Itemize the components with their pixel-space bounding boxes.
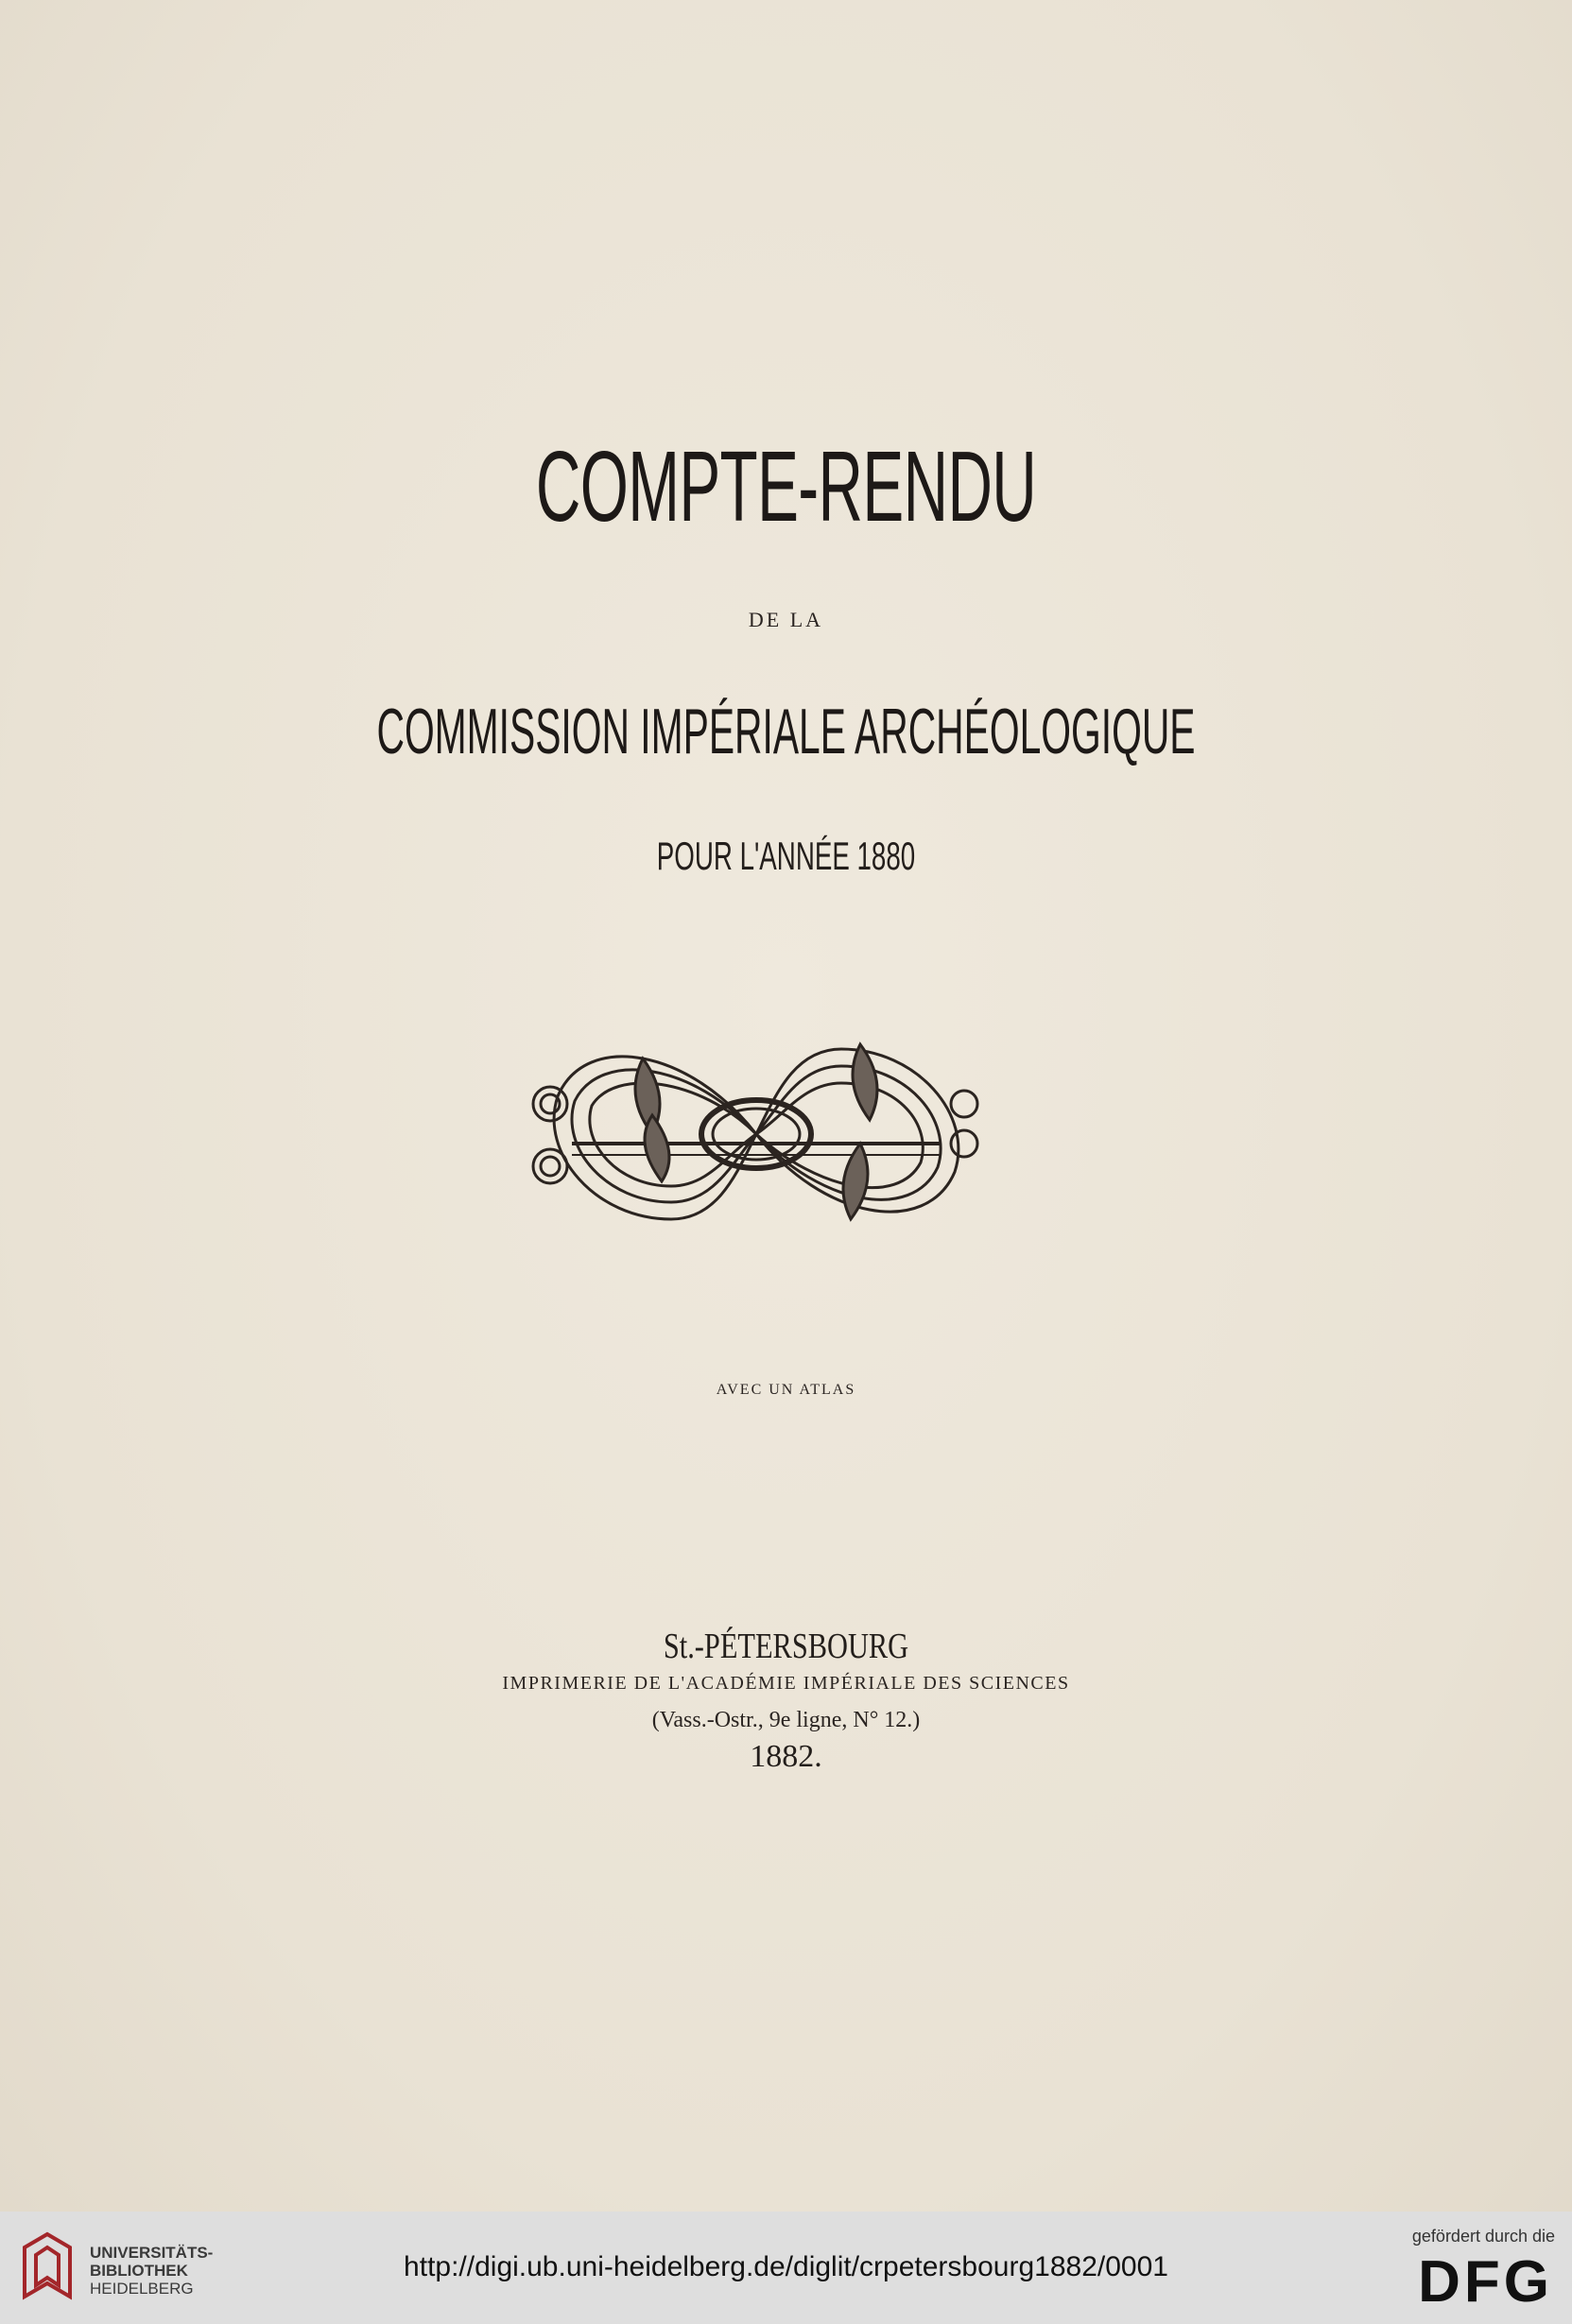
library-line-3: HEIDELBERG xyxy=(90,2280,194,2298)
year-line: POUR L'ANNÉE 1880 xyxy=(656,834,916,878)
atlas-note: AVEC UN ATLAS xyxy=(716,1382,856,1398)
library-line-1: UNIVERSITÄTS- xyxy=(90,2244,214,2262)
funding-label: gefördert durch die xyxy=(1411,2227,1555,2246)
subtitle-de-la: DE LA xyxy=(748,608,824,631)
dfg-logo: DFG xyxy=(1418,2249,1553,2315)
digitization-footer xyxy=(0,2212,1572,2324)
publication-year: 1882. xyxy=(750,1739,822,1774)
publisher-press: IMPRIMERIE DE L'ACADÉMIE IMPÉRIALE DES SCIENCES xyxy=(502,1673,1070,1694)
library-line-2: BIBLIOTHEK xyxy=(90,2262,188,2280)
permalink-url[interactable]: http://digi.ub.uni-heidelberg.de/diglit/crpetersbourg1882/0001 xyxy=(404,2251,1168,2282)
knot-brooch-engraving-icon xyxy=(520,992,993,1276)
commission-name: COMMISSION IMPÉRIALE ARCHÉOLOGIQUE xyxy=(376,696,1196,767)
publisher-city: St.-PÉTERSBOURG xyxy=(663,1627,909,1666)
page-title: COMPTE-RENDU xyxy=(535,431,1037,542)
publisher-address: (Vass.-Ostr., 9e ligne, N° 12.) xyxy=(651,1708,921,1732)
